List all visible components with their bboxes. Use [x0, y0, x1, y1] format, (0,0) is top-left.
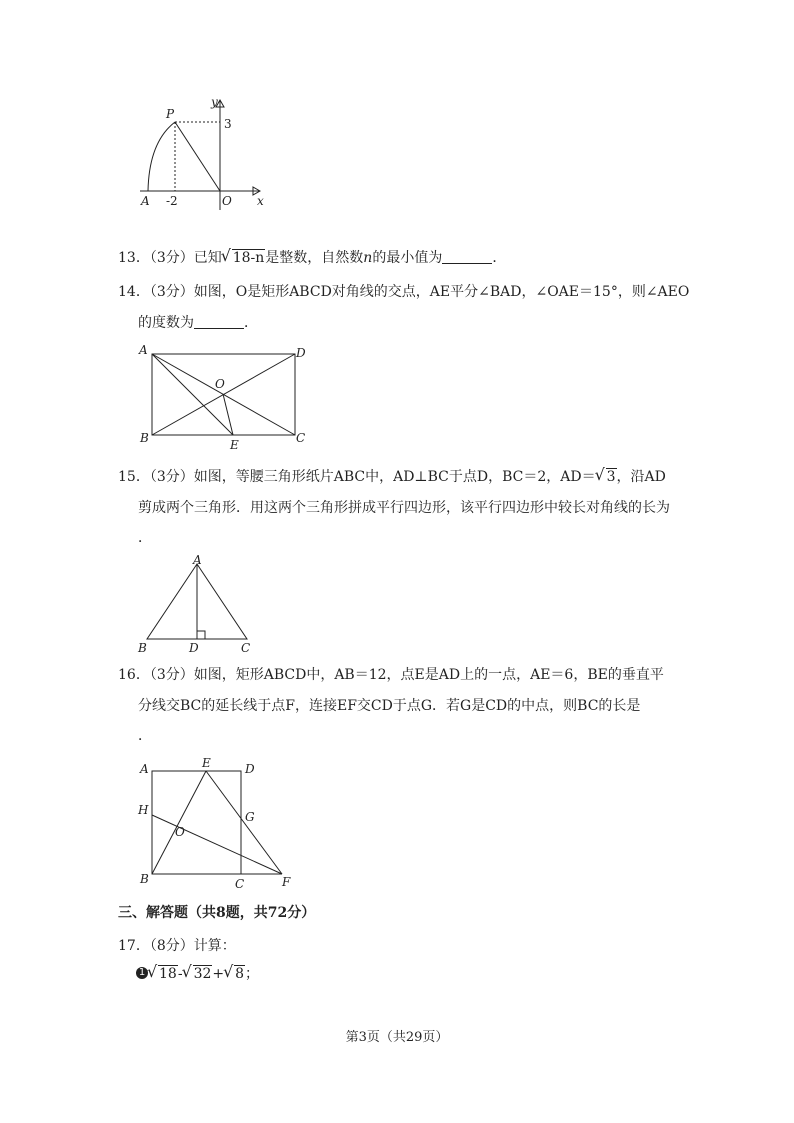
q15-line1-tail: ，沿AD: [616, 469, 666, 485]
label-o: O: [222, 194, 232, 208]
q13-answer-blank: [442, 249, 492, 264]
label-h: H: [138, 803, 149, 817]
operator-plus: +: [212, 966, 225, 982]
label-y: y: [211, 95, 218, 109]
sqrt-32: [183, 964, 213, 984]
q13-text: 是整数，自然数: [265, 250, 364, 266]
q13-prefix: 13．（3分）已知: [118, 250, 222, 266]
label-b: B: [140, 431, 149, 445]
label-c: C: [235, 877, 245, 891]
segment-po: [175, 122, 220, 191]
segment-ae: [152, 354, 233, 435]
q15-radicand: 3: [606, 469, 616, 485]
figure-rectangle-ef: [135, 755, 305, 895]
sqrt-18: [148, 964, 178, 984]
q15-sqrt: [596, 467, 617, 487]
sqrt-8: [224, 964, 245, 984]
label-a: A: [141, 194, 150, 208]
q13-sqrt: [222, 248, 266, 268]
question-15-line-3: ．: [138, 530, 152, 546]
label-e: E: [202, 756, 211, 770]
question-16-line-3: ．: [138, 728, 152, 744]
label-e: E: [230, 438, 239, 452]
label-f: F: [282, 875, 291, 889]
question-17-line-1: 17．（8分）计算：: [118, 938, 236, 954]
q14-line2-text: 的度数为: [138, 315, 194, 331]
arc-curve: [148, 122, 175, 191]
page-footer: 第3页（共29页）: [345, 1030, 449, 1045]
q13-radicand: 18-n: [232, 250, 265, 266]
right-angle-mark-icon: [197, 631, 205, 639]
q13-var-n: n: [363, 250, 373, 266]
label-a: A: [139, 343, 148, 357]
radicand-8: 8: [235, 966, 245, 982]
label-d: D: [245, 762, 255, 776]
label-x: x: [257, 194, 264, 208]
q14-end: ．: [244, 315, 258, 331]
radicand-18: 18: [159, 966, 177, 982]
figure-isosceles-triangle: [135, 552, 260, 657]
radicand-32: 32: [193, 966, 212, 982]
label-d: D: [296, 346, 306, 360]
question-16-line-1: 16．（3分）如图，矩形ABCD中，AB＝12，点E是AD上的一点，AE＝6，BE的垂直平: [118, 667, 664, 683]
label-d: D: [189, 641, 199, 655]
q14-answer-blank: [194, 314, 244, 329]
figure-rectangle-abcd: [135, 342, 315, 454]
label-o: O: [215, 377, 225, 391]
label-b: B: [140, 872, 149, 886]
question-14-line-1: 14．（3分）如图，O是矩形ABCD对角线的交点，AE平分∠BAD，∠OAE＝15°，则∠AEO: [118, 284, 690, 300]
segment-be: [152, 771, 206, 874]
question-17-expression: [136, 964, 259, 984]
q15-line1-text: 15．（3分）如图，等腰三角形纸片ABC中，AD⊥BC于点D，BC＝2，AD＝: [118, 469, 596, 485]
label-a: A: [193, 553, 202, 567]
q13-end: ．: [492, 250, 507, 266]
q13-tail: 的最小值为: [372, 250, 443, 266]
question-16-line-2: 分线交BC的延长线于点F，连接EF交CD于点G．若G是CD的中点，则BC的长是: [138, 698, 641, 714]
question-13: [118, 248, 506, 268]
label-o: O: [175, 825, 185, 839]
label-c: C: [241, 641, 251, 655]
perpendicular-bisector: [152, 815, 282, 874]
question-15-line-1: [118, 467, 666, 487]
q17-end: ；: [245, 966, 260, 982]
label-a: A: [140, 762, 149, 776]
segment-ef: [206, 771, 282, 874]
label-3: 3: [224, 117, 232, 131]
segment-oe: [223, 394, 233, 435]
operator-minus: -: [177, 966, 183, 982]
figure-coordinate-graph: [135, 92, 270, 212]
label-p: P: [166, 107, 175, 121]
question-14-line-2: [138, 313, 258, 333]
label-b: B: [138, 641, 147, 655]
circled-number-marker: 1: [136, 967, 148, 979]
rectangle-abcd: [152, 771, 241, 874]
section-heading: 三、解答题（共8题，共72分）: [118, 905, 316, 921]
label-c: C: [296, 431, 306, 445]
label-g: G: [245, 810, 255, 824]
question-15-line-2: 剪成两个三角形．用这两个三角形拼成平行四边形，该平行四边形中较长对角线的长为: [138, 500, 670, 516]
label-neg2: -2: [166, 194, 178, 208]
